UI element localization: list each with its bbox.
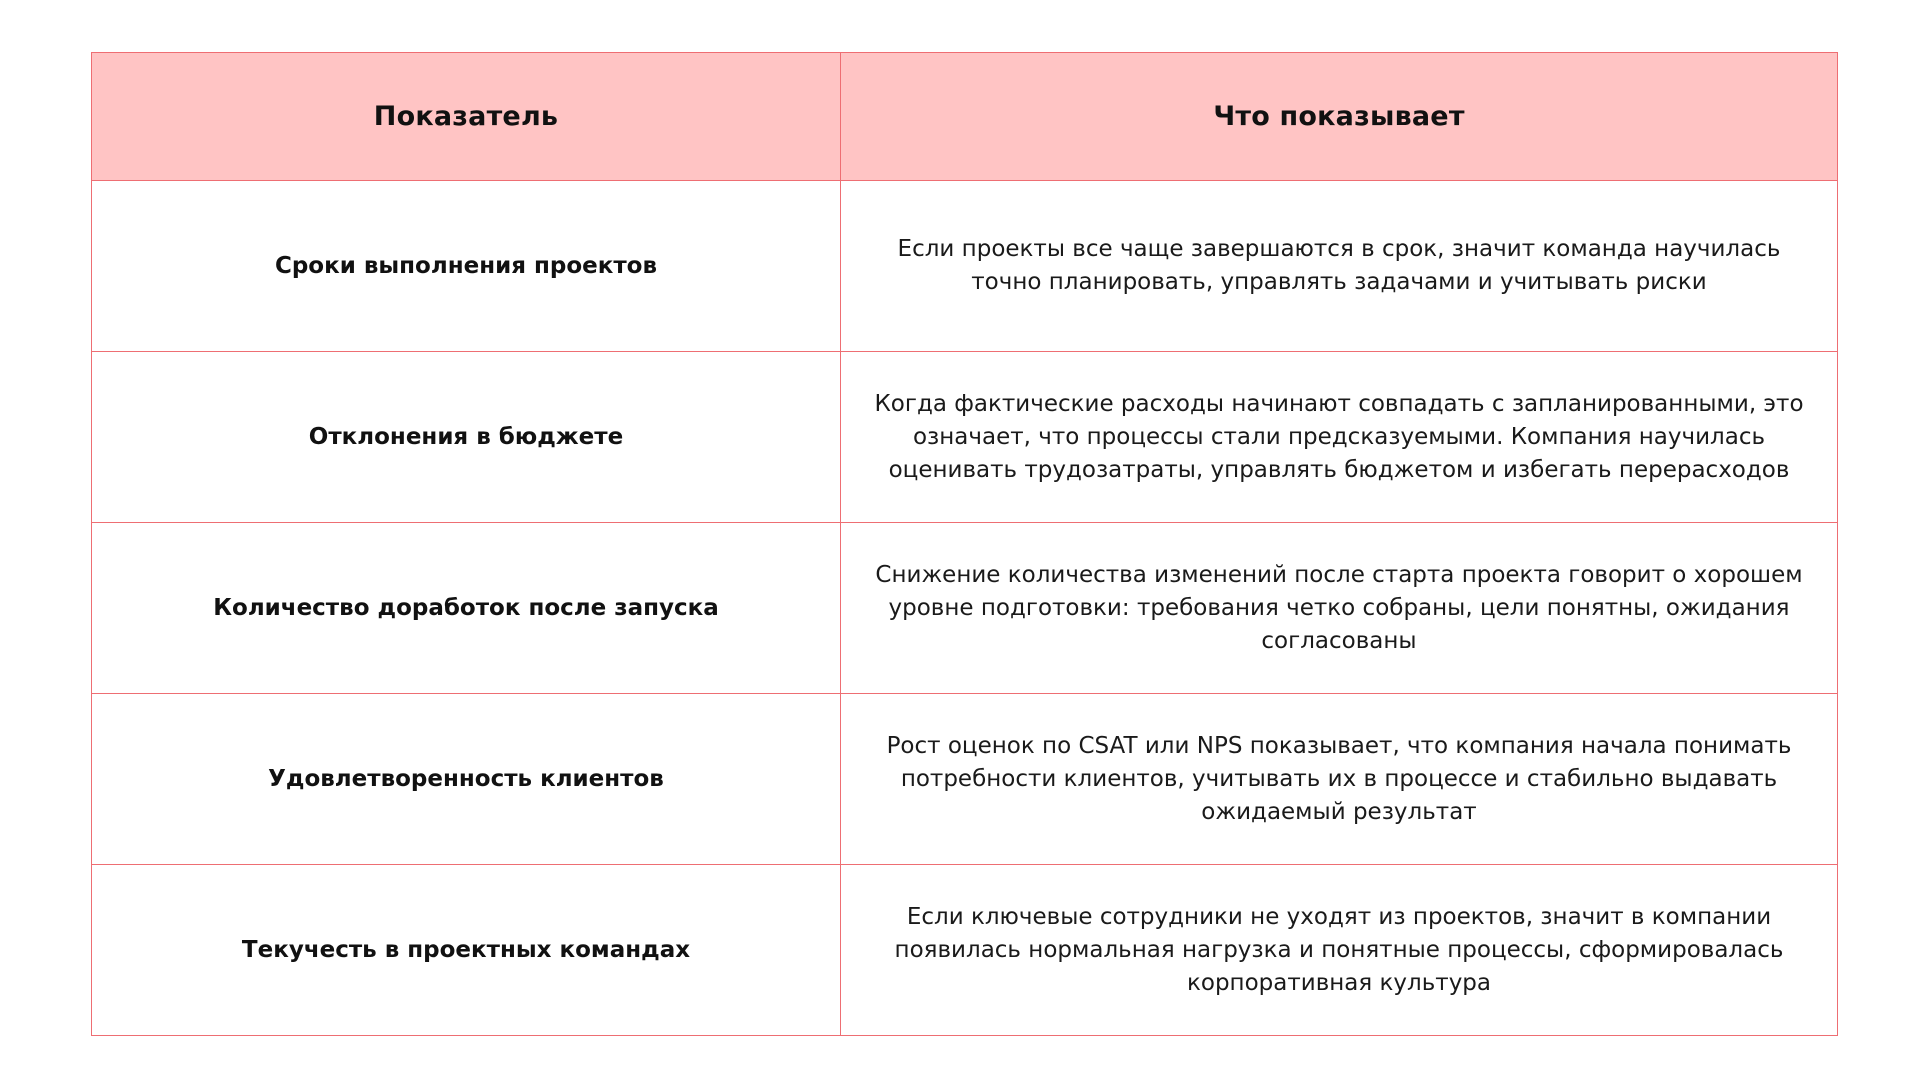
- description-cell: Если ключевые сотрудники не уходят из проектов, значит в компании появилась нормальная нагрузка и понятные процессы, сформировалась корпоративная культура: [841, 865, 1838, 1036]
- table-row: [92, 865, 1838, 1036]
- metric-cell: Удовлетворенность клиентов: [92, 694, 841, 865]
- table-row: [92, 694, 1838, 865]
- description-cell: Если проекты все чаще завершаются в срок, значит команда научилась точно планировать, управлять задачами и учитывать риски: [841, 181, 1838, 352]
- header-description: Что показывает: [841, 53, 1838, 181]
- table-row: [92, 523, 1838, 694]
- table-row: [92, 181, 1838, 352]
- metrics-table: [91, 52, 1838, 1036]
- description-cell: Когда фактические расходы начинают совпадать с запланированными, это означает, что процессы стали предсказуемыми. Компания научилась оценивать трудозатраты, управлять бюджетом и избегать перерасходов: [841, 352, 1838, 523]
- table-row: [92, 352, 1838, 523]
- header-metric: Показатель: [92, 53, 841, 181]
- metric-cell: Количество доработок после запуска: [92, 523, 841, 694]
- description-cell: Рост оценок по CSAT или NPS показывает, что компания начала понимать потребности клиентов, учитывать их в процессе и стабильно выдавать ожидаемый результат: [841, 694, 1838, 865]
- description-cell: Снижение количества изменений после старта проекта говорит о хорошем уровне подготовки: требования четко собраны, цели понятны, ожидания согласованы: [841, 523, 1838, 694]
- table-header-row: [92, 53, 1838, 181]
- metric-cell: Сроки выполнения проектов: [92, 181, 841, 352]
- metric-cell: Отклонения в бюджете: [92, 352, 841, 523]
- metric-cell: Текучесть в проектных командах: [92, 865, 841, 1036]
